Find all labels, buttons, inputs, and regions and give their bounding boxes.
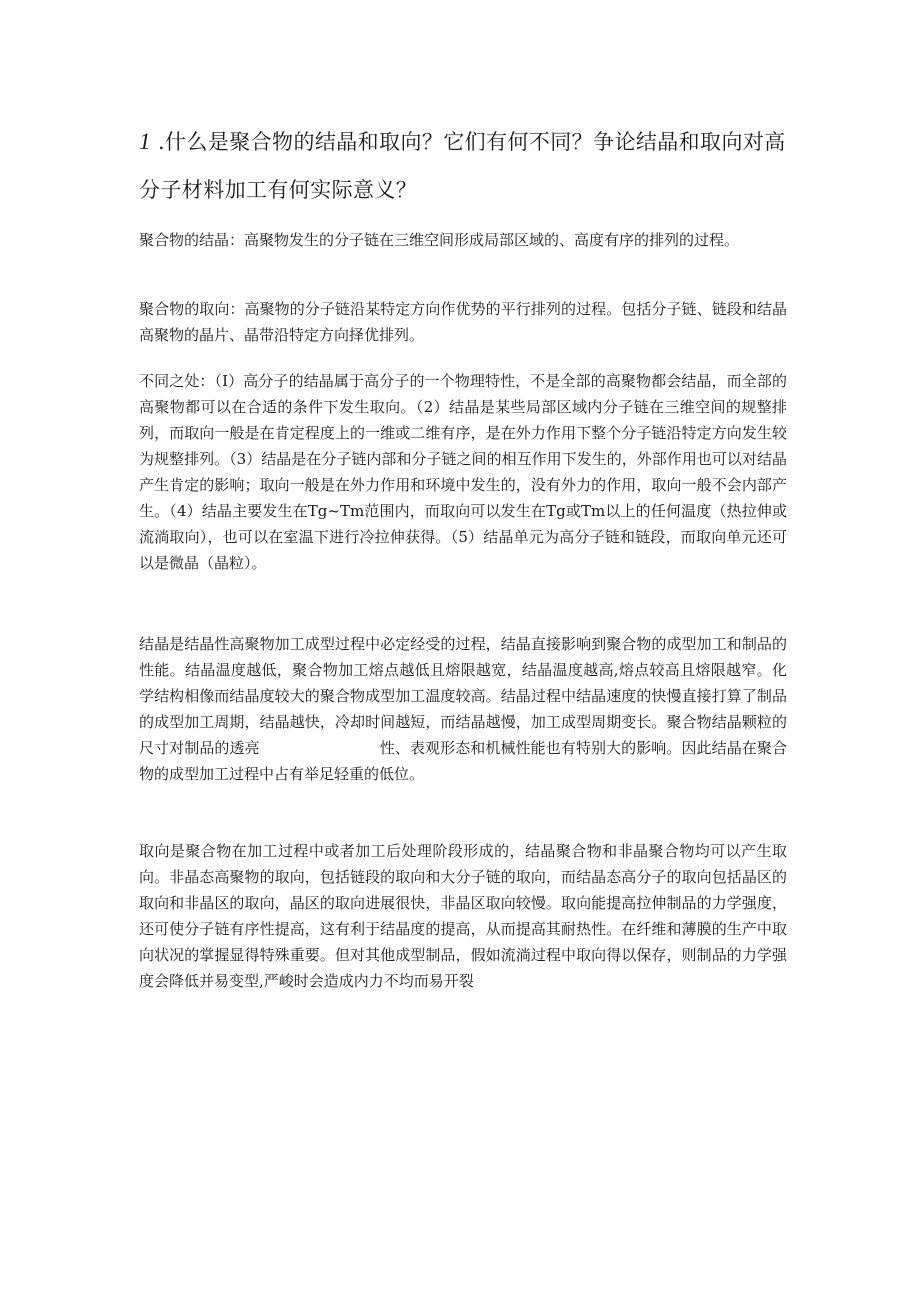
- paragraph-crystallization-importance-part-b: 性、表观形态和机械性能也有特别大的影响。因此结晶在聚合物的成型加工过程中占有举足轻重的低位。: [139, 739, 787, 783]
- paragraph-differences: 不同之处：（I）高分子的结晶属于高分子的一个物理特性，不是全部的高聚物都会结晶，而全部的高聚物都可以在合适的条件下发生取向。（2）结晶是某些局部区域内分子链在三维空间的规整排列，而取向一般是在肯定程度上的一维或二维有序，是在外力作用下整个分子链沿特定方向发生较为规整排列。（3）结晶是在分子链内部和分子链之间的相互作用下发生的，外部作用也可以对结晶产生肯定的影响；取向一般是在外力作用和环境中发生的，没有外力的作用，取向一般不会内部产生。（4）结晶主要发生在Tg~Tm范围内，而取向可以发生在Tg或Tm以上的任何温度（热拉伸或流淌取向），也可以在室温下进行冷拉伸获得。（5）结晶单元为高分子链和链段，而取向单元还可以是微晶（晶粒）。: [139, 372, 787, 572]
- paragraph-orientation-definition: 聚合物的取向：高聚物的分子链沿某特定方向作优势的平行排列的过程。包括分子链、链段和结晶高聚物的晶片、晶带沿特定方向择优排列。: [139, 300, 787, 344]
- paragraph-crystallization-importance: [139, 631, 787, 787]
- paragraph-crystallization-importance-part-a: 结晶是结晶性高聚物加工成型过程中必定经受的过程，结晶直接影响到聚合物的成型加工和制品的性能。结晶温度越低，聚合物加工熔点越低且熔限越宽，结晶温度越高,熔点较高且熔限越窄。化学结构相像而结晶度较大的聚合物成型加工温度较高。结晶过程中结晶速度的快慢直接打算了制品的成型加工周期，结晶越快，冷却时间越短，而结晶越慢，加工成型周期变长。聚合物结晶颗粒的尺寸对制品的透亮: [139, 635, 787, 757]
- question-number: 1: [139, 129, 151, 154]
- question-title: [139, 118, 789, 214]
- paragraph-orientation-importance: 取向是聚合物在加工过程中或者加工后处理阶段形成的，结晶聚合物和非晶聚合物均可以产生取向。非晶态高聚物的取向，包括链段的取向和大分子链的取向，而结晶态高分子的取向包括晶区的取向和非晶区的取向，晶区的取向进展很快，非晶区取向较慢。取向能提高拉伸制品的力学强度，还可使分子链有序性提高，这有利于结晶度的提高，从而提高其耐热性。在纤维和薄膜的生产中取向状况的掌握显得特殊重要。但对其他成型制品，假如流淌过程中取向得以保存，则制品的力学强度会降低并易变型,严峻时会造成内力不均而易开裂: [139, 842, 787, 990]
- paragraph-crystallization-definition: 聚合物的结晶：高聚物发生的分子链在三维空间形成局部区域的、高度有序的排列的过程。: [139, 231, 740, 249]
- question-text: .什么是聚合物的结晶和取向？它们有何不同？争论结晶和取向对高分子材料加工有何实际意义？: [139, 130, 786, 202]
